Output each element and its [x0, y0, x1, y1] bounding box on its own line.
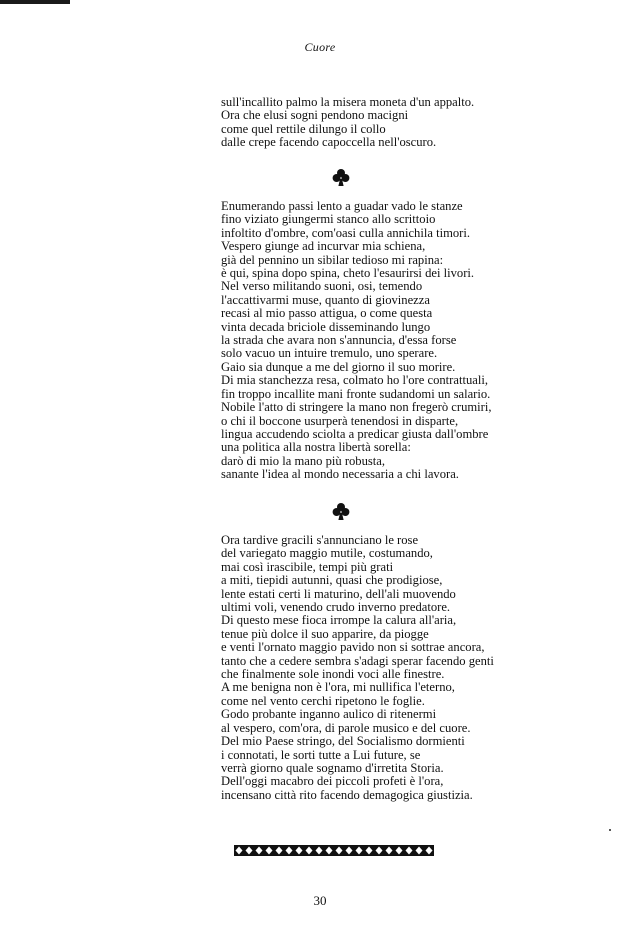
- corner-rule: [0, 0, 70, 4]
- verse-line: Gaio sia dunque a me del giorno il suo morire.: [221, 359, 456, 374]
- page-number: 30: [313, 893, 327, 908]
- verse-line: come nel vento cerchi ripetono le foglie.: [221, 693, 425, 708]
- verse-line: Nobile l'atto di stringere la mano non fregerò crumiri,: [221, 400, 492, 415]
- verse-line: ultimi voli, venendo crudo inverno predatore.: [221, 600, 451, 615]
- verse-line: Nel verso militando suoni, osi, temendo: [221, 279, 423, 294]
- diamond-band-ornament: [234, 843, 434, 854]
- verse-line: verrà giorno quale sognamo d'irretita Storia.: [221, 760, 444, 775]
- verse-line: come quel rettile dilungo il collo: [221, 121, 386, 136]
- verse-line: lingua accudendo sciolta a predicar giusta dall'ombre: [221, 426, 489, 441]
- verse-line: che finalmente sole inondi voci alle finestre.: [221, 667, 445, 682]
- stanza-2: [221, 200, 492, 482]
- verse-line: a miti, tiepidi autunni, quasi che prodigiose,: [221, 573, 443, 588]
- verse-line: Di mia stanchezza resa, colmato ho l'ore contrattuali,: [221, 373, 488, 388]
- verse-line: al vespero, com'ora, di parole musico e del cuore.: [221, 720, 471, 735]
- verse-line: sanante l'idea al mondo necessaria a chi lavora.: [221, 467, 459, 482]
- verse-line: l'accattivarmi muse, quanto di giovinezza: [221, 292, 430, 307]
- verse-line: Godo probante inganno aulico di ritenermi: [221, 707, 437, 722]
- club-icon: [331, 167, 351, 187]
- verse-line: A me benigna non è l'ora, mi nullifica l'eterno,: [221, 680, 455, 695]
- verse-line: Ora tardive gracili s'annunciano le rose: [221, 533, 419, 547]
- stanza-1: [221, 96, 474, 150]
- verse-line: darò di mio la mano più robusta,: [221, 453, 386, 468]
- verse-line: e venti l'ornato maggio pavido non si sottrae ancora,: [221, 640, 485, 655]
- verse-line: del variegato maggio mutile, costumando,: [221, 546, 433, 561]
- verse-line: sull'incallito palmo la misera moneta d'un appalto.: [221, 95, 475, 109]
- verse-line: mai così irascibile, tempi più grati: [221, 559, 394, 574]
- verse-line: Dell'oggi macabro dei piccoli profeti è l'ora,: [221, 774, 444, 789]
- verse-line: solo vacuo un intuire tremulo, uno sperare.: [221, 346, 438, 361]
- verse-line: recasi al mio passo attigua, o come questa: [221, 306, 433, 321]
- club-icon: [331, 501, 351, 521]
- verse-line: tenue più dolce il suo apparire, da piogge: [221, 626, 429, 641]
- running-title: Cuore: [304, 40, 336, 54]
- verse-line: Del mio Paese stringo, del Socialismo dormienti: [221, 734, 465, 749]
- verse-line: Vespero giunge ad incurvar mia schiena,: [221, 239, 426, 254]
- verse-line: tanto che a cedere sembra s'adagi sperar facendo genti: [221, 653, 494, 668]
- verse-line: una politica alla nostra libertà sorella:: [221, 440, 411, 455]
- verse-line: infoltito d'ombre, com'oasi culla annichila timori.: [221, 225, 471, 240]
- verse-line: la strada che avara non s'annuncia, d'essa forse: [221, 333, 457, 348]
- verse-line: fino viziato giungermi stanco allo scrittoio: [221, 212, 436, 227]
- verse-line: vinta decada briciole disseminando lungo: [221, 319, 431, 334]
- verse-line: incensano città rito facendo demagogica giustizia.: [221, 787, 473, 802]
- stray-dot: [609, 829, 611, 831]
- verse-line: fin troppo incallite mani fronte sudandomi un salario.: [221, 386, 491, 401]
- verse-line: Di questo mese fioca irrompe la calura all'aria,: [221, 613, 457, 628]
- verse-line: Enumerando passi lento a guadar vado le stanze: [221, 199, 463, 213]
- verse-line: o chi il boccone usurperà tenendosi in disparte,: [221, 413, 459, 428]
- verse-line: dalle crepe facendo capoccella nell'oscuro.: [221, 135, 437, 150]
- verse-line: i connotati, le sorti tutte a Lui future, se: [221, 747, 421, 762]
- stanza-3: [221, 534, 494, 802]
- verse-line: lente estati certi li maturino, dell'ali muovendo: [221, 586, 456, 601]
- verse-line: Ora che elusi sogni pendono macigni: [221, 108, 409, 123]
- verse-line: è qui, spina dopo spina, cheto l'esaurirsi dei livori.: [221, 266, 475, 281]
- verse-line: già del pennino un sibilar tedioso mi rapina:: [221, 252, 444, 267]
